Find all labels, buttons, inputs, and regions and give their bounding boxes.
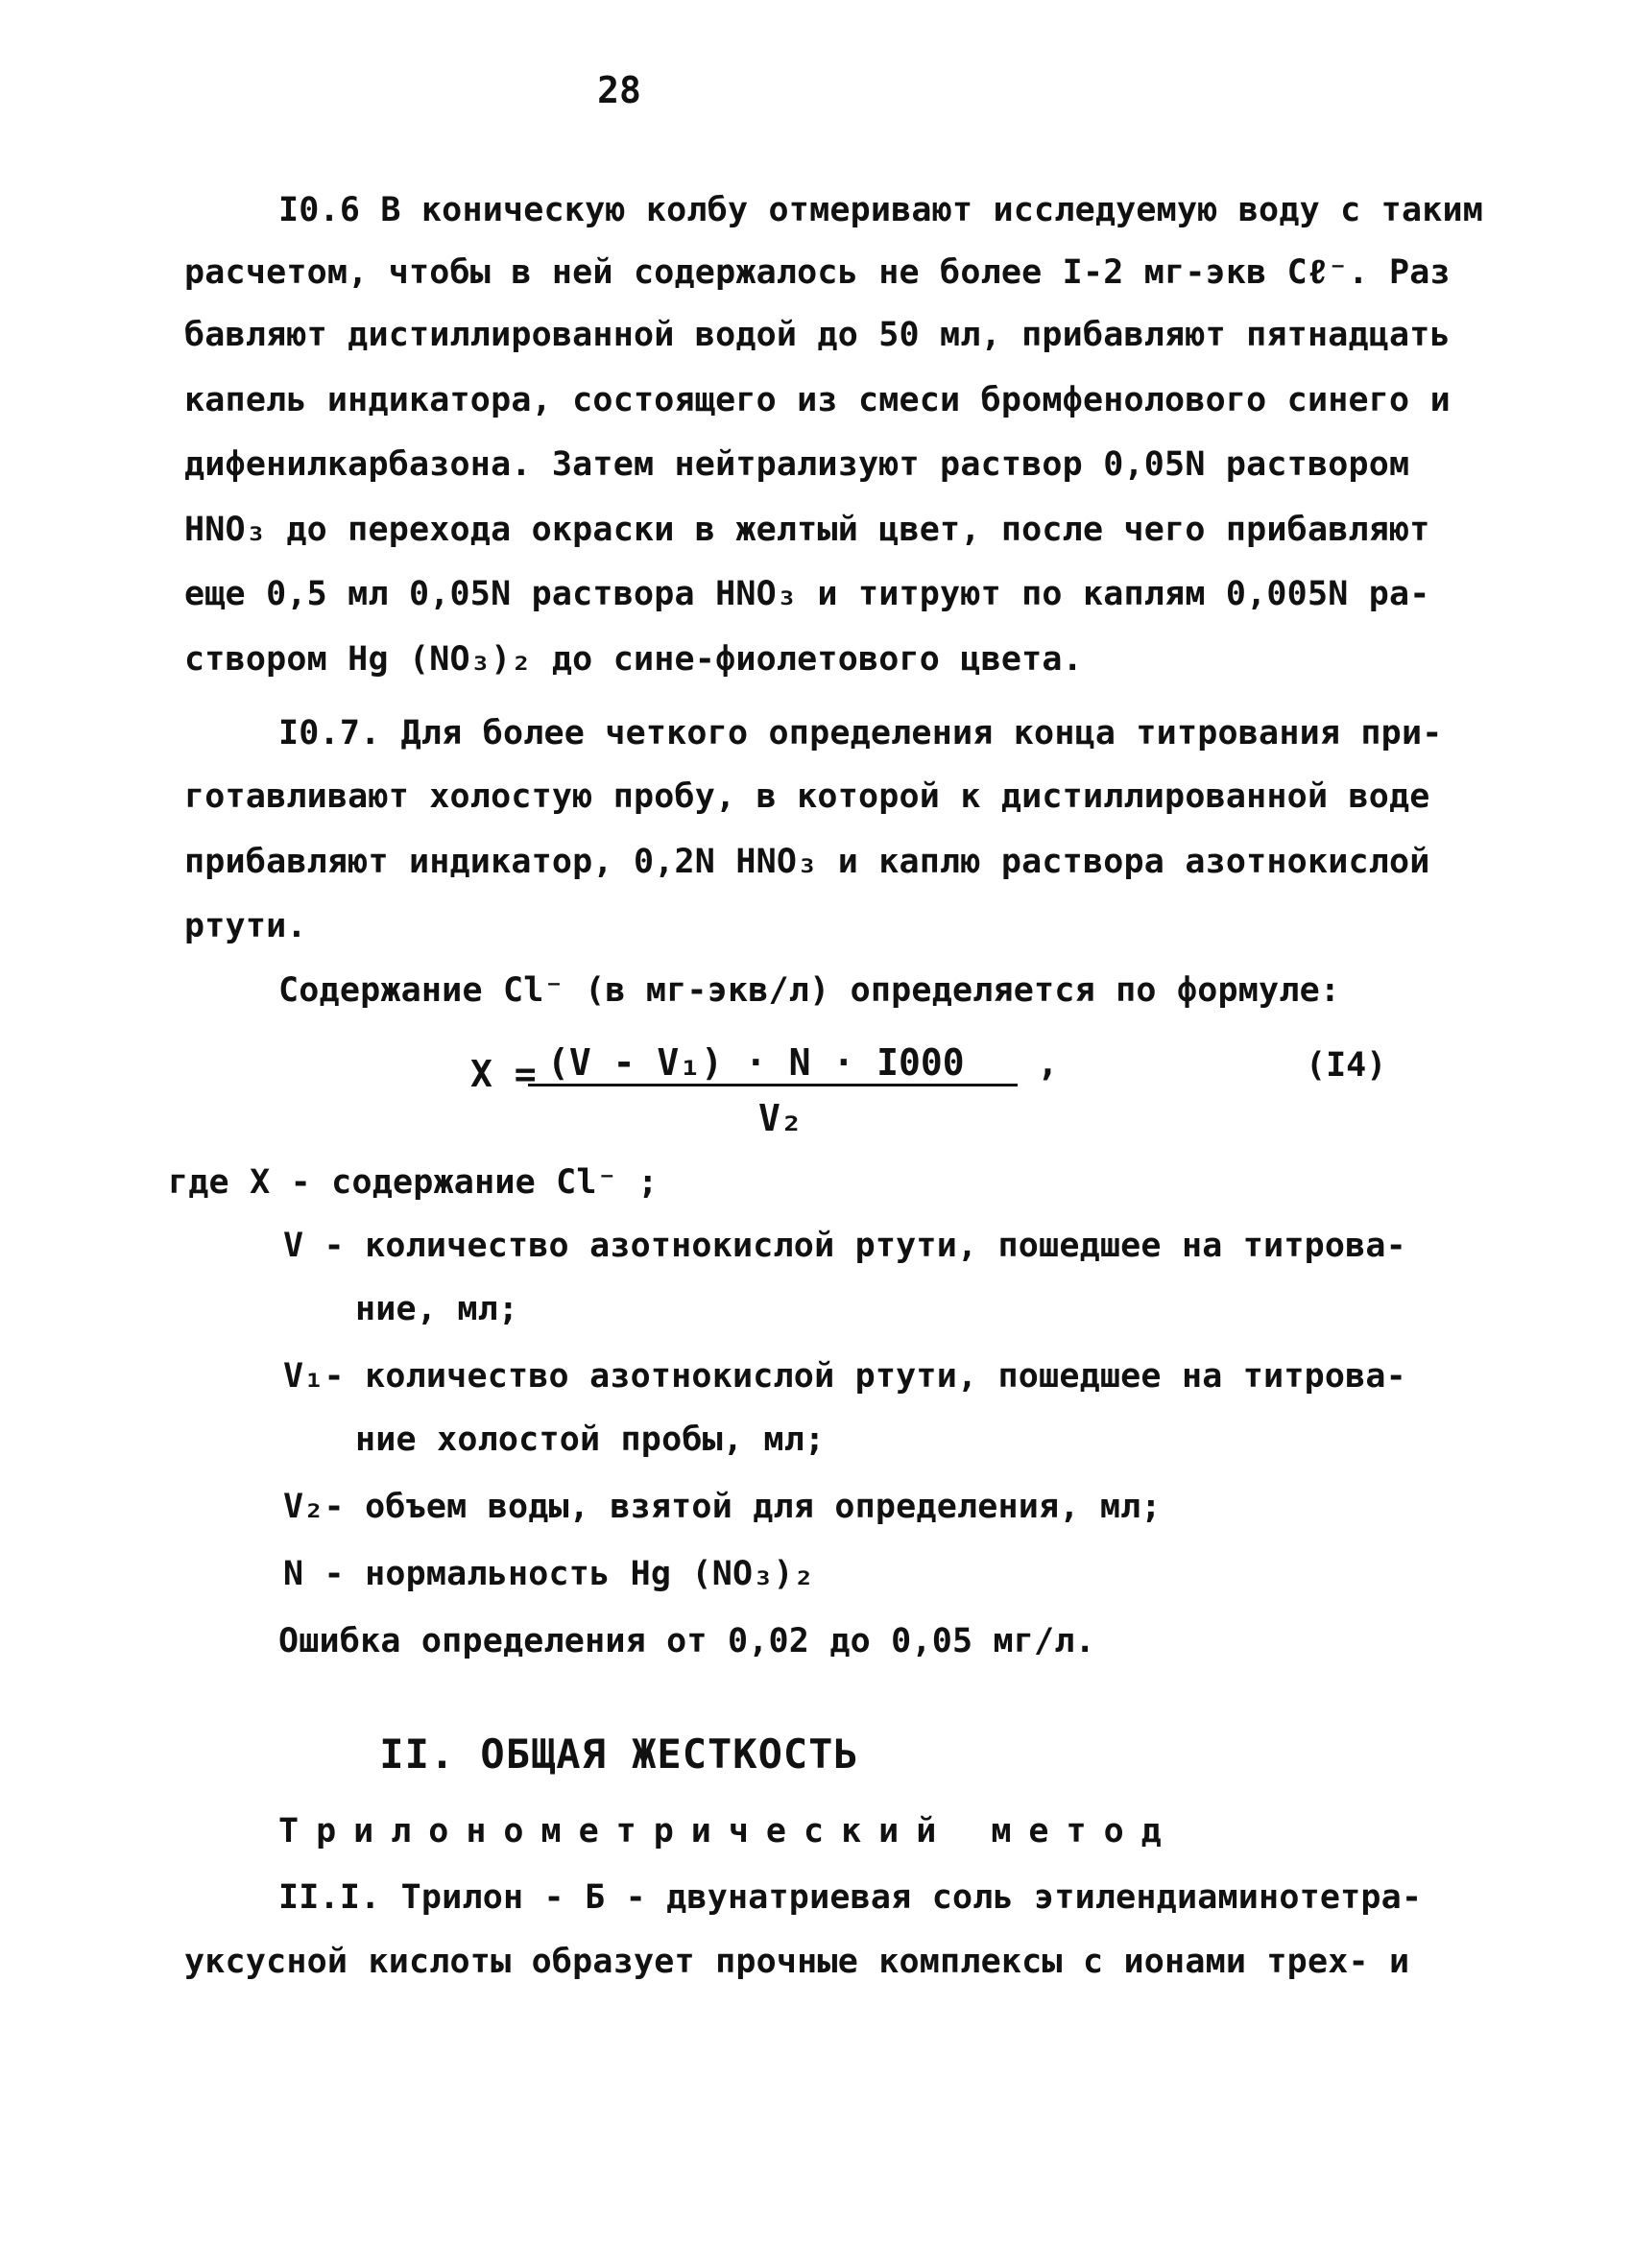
paragraph-10-6-line-1: I0.6 В коническую колбу отмеривают исследуемую воду с таким [278, 191, 1484, 229]
paragraph-10-6-line-2: расчетом, чтобы в ней содержалось не более I-2 мг-экв Cℓ⁻. Раз [184, 253, 1451, 292]
formula-numerator: (V - V₁) · N · I000 [528, 1041, 1018, 1086]
legend-line-4: V₁- количество азотнокислой ртути, пошедшее на титрова- [283, 1357, 1406, 1396]
formula-lhs: X = [470, 1053, 537, 1095]
paragraph-10-7-line-1: I0.7. Для более четкого определения конца титрования при- [278, 714, 1443, 752]
legend-line-7: N - нормальность Hg (NO₃)₂ [283, 1555, 815, 1593]
paragraph-11-1-line-1: II.I. Трилон - Б - двунатриевая соль этилендиаминотетра- [278, 1878, 1423, 1917]
paragraph-10-7-line-4: ртути. [184, 907, 307, 945]
formula-denominator: V₂ [758, 1097, 803, 1139]
paragraph-11-1-line-2: уксусной кислоты образует прочные комплексы с ионами трех- и [184, 1943, 1410, 1981]
legend-line-8: Ошибка определения от 0,02 до 0,05 мг/л. [278, 1622, 1095, 1660]
formula-intro: Содержание Cl⁻ (в мг-экв/л) определяется по формуле: [278, 971, 1341, 1010]
formula-number: (I4) [1306, 1046, 1387, 1085]
paragraph-10-6-line-4: капель индикатора, состоящего из смеси бромфенолового синего и [184, 381, 1451, 419]
paragraph-10-6-line-5: дифенилкарбазона. Затем нейтрализуют раствор 0,05N раствором [184, 445, 1410, 484]
legend-line-3: ние, мл; [355, 1290, 519, 1328]
legend-line-6: V₂- объем воды, взятой для определения, мл; [283, 1488, 1162, 1526]
legend-line-5: ние холостой пробы, мл; [355, 1420, 826, 1459]
paragraph-10-7-line-3: прибавляют индикатор, 0,2N HNO₃ и каплю раствора азотнокислой [184, 843, 1430, 881]
paragraph-10-7-line-2: готавливают холостую пробу, в которой к дистиллированной воде [184, 777, 1430, 816]
paragraph-10-6-line-7: еще 0,5 мл 0,05N раствора HNO₃ и титруют по каплям 0,005N ра- [184, 575, 1430, 613]
paragraph-10-6-line-6: HNO₃ до перехода окраски в желтый цвет, после чего прибавляют [184, 511, 1430, 549]
legend-line-2: V - количество азотнокислой ртути, пошедшее на титрова- [283, 1227, 1406, 1265]
page-number: 28 [597, 69, 641, 111]
legend-line-1: где X - содержание Cl⁻ ; [168, 1163, 659, 1202]
paragraph-10-6-line-3: бавляют дистиллированной водой до 50 мл, прибавляют пятнадцать [184, 316, 1451, 354]
section-heading: II. ОБЩАЯ ЖЕСТКОСТЬ [379, 1731, 859, 1778]
paragraph-10-6-line-8: створом Hg (NO₃)₂ до сине-фиолетового цвета. [184, 640, 1083, 679]
formula-trailing: , [1037, 1041, 1059, 1084]
method-heading: Трилонометрический метод [278, 1812, 1179, 1850]
